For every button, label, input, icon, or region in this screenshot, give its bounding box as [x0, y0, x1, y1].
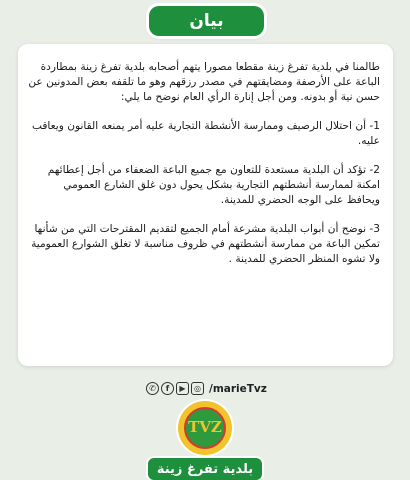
- intro-paragraph: طالمنا في بلدية تفرغ زينة مقطعا مصورا يتهم أصحابه بلدية تفرغ زينة بمطاردة الباعة على الأرصفة ومضايقتهم في مصدر رزقهم وهو ما تلقفه بعض المدونين عن حسن نية أو بدونه. ومن أجل إنارة الرأي العام نوضح ما يلي:: [28, 61, 380, 103]
- social-links: [146, 382, 267, 395]
- facebook-icon[interactable]: f: [161, 382, 174, 395]
- social-handle[interactable]: /marieTvz: [209, 382, 267, 395]
- statement-text: [28, 60, 380, 281]
- youtube-icon[interactable]: ▶: [176, 382, 189, 395]
- point-1-paragraph: 1- أن احتلال الرصيف وممارسة الأنشطة التجارية عليه أمر يمنعه القانون ويعاقب عليه.: [31, 120, 380, 147]
- municipality-logo: [178, 401, 232, 455]
- page-title: بيان: [149, 6, 264, 36]
- point-3-paragraph: 3- نوضح أن أبواب البلدية مشرعة أمام الجميع لتقديم المقترحات التي من شأنها تمكين الباعة من ممارسة أنشطتهم في ظروف مناسبة لا تغلق الشوارع العمومية ولا تشوه المنظر الحضري للمدينة .: [31, 223, 380, 265]
- point-2-paragraph: 2- تؤكد أن البلدية مستعدة للتعاون مع جميع الباعة الضعفاء من أجل إعطائهم امكنة لممارسة أنشطتهم التجارية بشكل يحول دون غلق الشارع العمومي ويحافظ على الوجه الحضري للمدينة.: [47, 164, 380, 206]
- instagram-icon[interactable]: ◎: [191, 382, 204, 395]
- logo-monogram: TVZ: [188, 418, 222, 436]
- whatsapp-icon[interactable]: ✆: [146, 382, 159, 395]
- logo-emblem: [184, 407, 226, 449]
- municipality-name: بلدية تفرغ زينة: [148, 458, 262, 480]
